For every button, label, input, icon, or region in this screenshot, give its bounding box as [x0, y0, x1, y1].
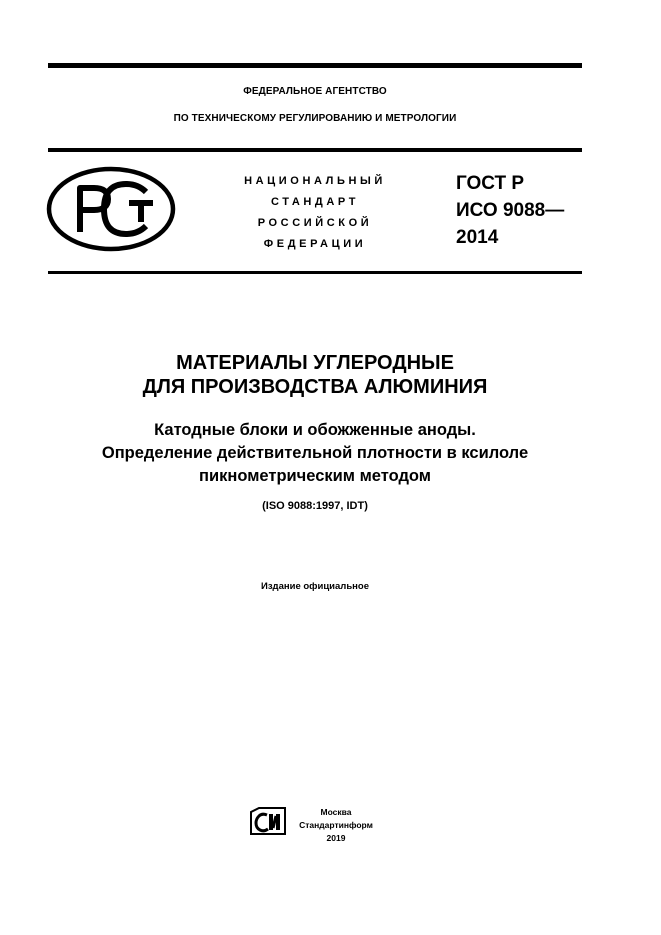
subtitle-line3: пикнометрическим методом [199, 467, 431, 485]
document-title [48, 351, 582, 399]
edition-note: Издание официальное [261, 581, 369, 592]
standard-type-line1: НАЦИОНАЛЬНЫЙ [244, 175, 386, 187]
standard-type-line2: СТАНДАРТ [270, 196, 360, 208]
agency-name-line1: ФЕДЕРАЛЬНОЕ АГЕНТСТВО [243, 86, 387, 97]
document-subtitle [48, 419, 582, 488]
publisher-city: Москва [320, 807, 352, 817]
standartinform-logo-icon [249, 806, 287, 836]
rst-certification-mark-icon [46, 166, 176, 252]
designation-line3: 2014 [456, 227, 499, 248]
standard-designation [456, 170, 564, 251]
agency-name-line2: ПО ТЕХНИЧЕСКОМУ РЕГУЛИРОВАНИЮ И МЕТРОЛОГИИ [173, 113, 457, 124]
iso-reference: (ISO 9088:1997, IDT) [262, 500, 368, 512]
title-line1: МАТЕРИАЛЫ УГЛЕРОДНЫЕ [176, 352, 454, 374]
top-rule [48, 63, 582, 68]
subtitle-line2: Определение действительной плотности в ксилоле [101, 444, 529, 462]
subtitle-line1: Катодные блоки и обожженные аноды. [154, 421, 476, 439]
publisher-name: Стандартинформ [299, 820, 373, 830]
designation-line1: ГОСТ Р [456, 173, 525, 194]
standard-type-block [200, 171, 430, 255]
designation-rule [48, 271, 582, 274]
designation-line2: ИСО 9088— [456, 200, 565, 221]
publisher-block [294, 806, 378, 845]
title-line2: ДЛЯ ПРОИЗВОДСТВА АЛЮМИНИЯ [142, 376, 488, 398]
publication-year: 2019 [326, 833, 346, 843]
standard-type-line4: ФЕДЕРАЦИИ [263, 238, 367, 250]
standard-type-line3: РОССИЙСКОЙ [257, 217, 373, 229]
header-rule [48, 148, 582, 152]
